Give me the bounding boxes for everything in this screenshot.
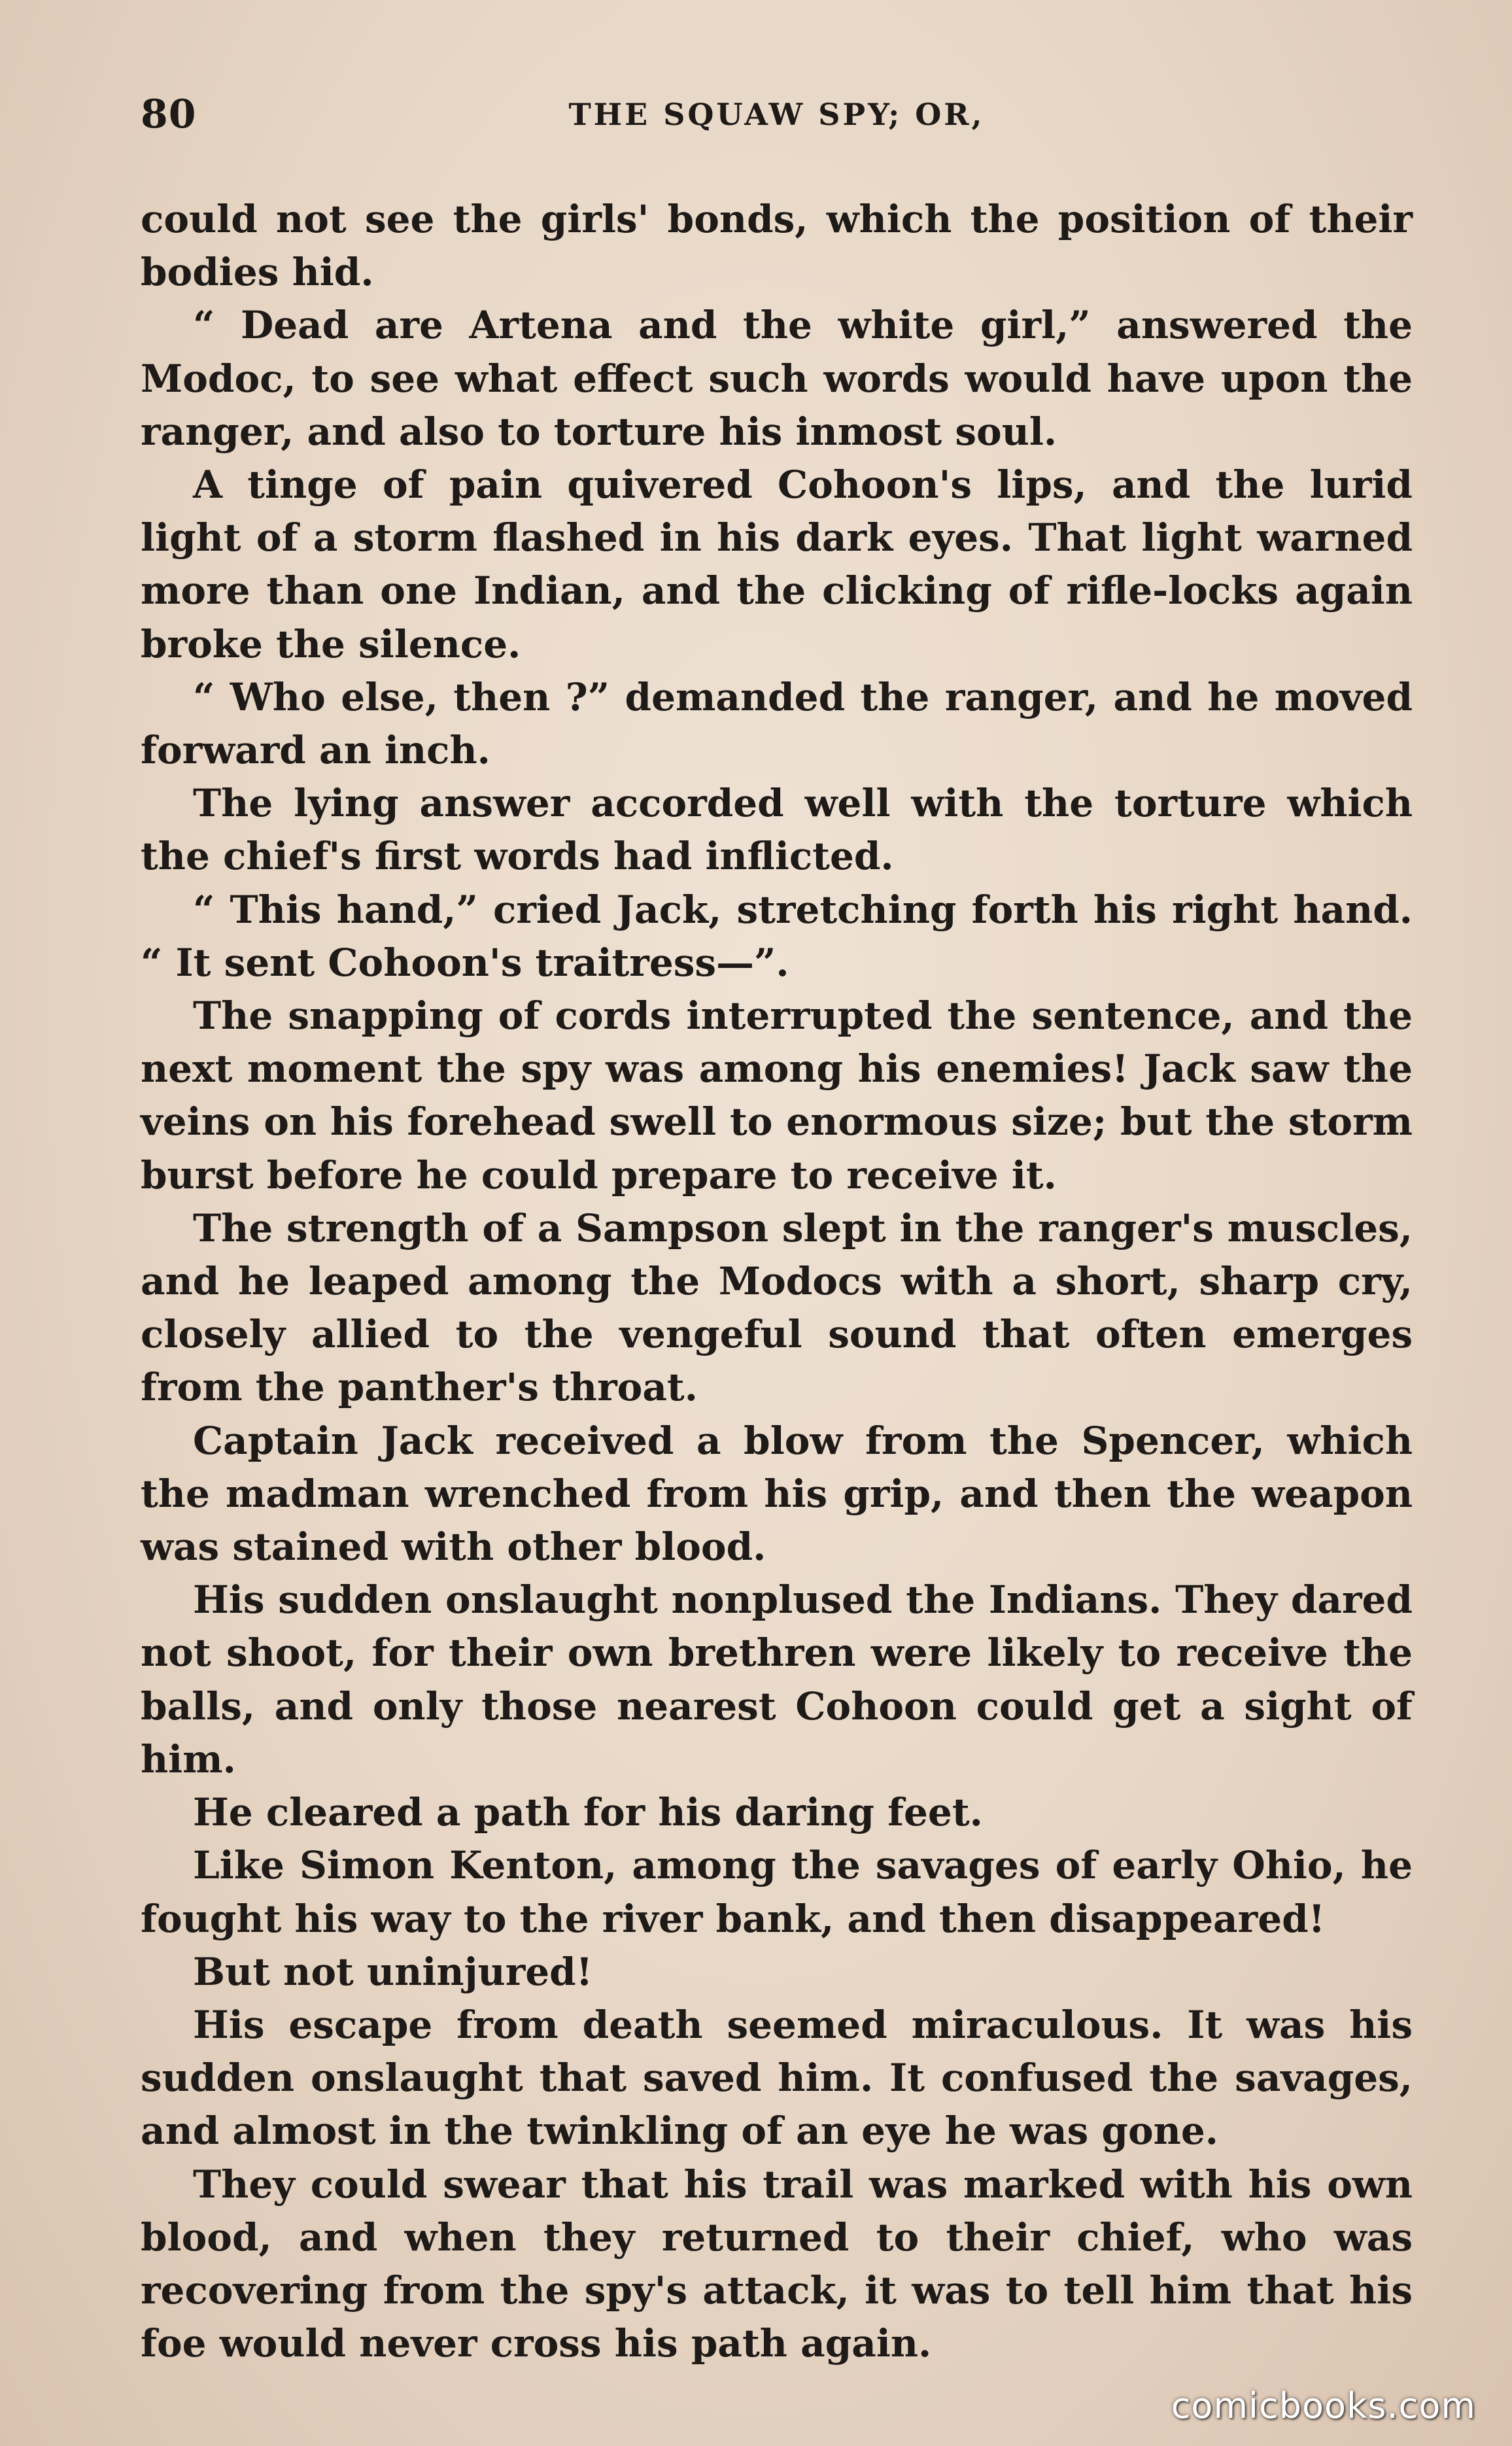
paragraph: His escape from death seemed miraculous. It was his sudden onslaught that saved him. It confused the savages, and almost in the twinkling of an eye he was gone. — [141, 2002, 1413, 2154]
paragraph: Like Simon Kenton, among the savages of early Ohio, he fought his way to the river bank, and then disappeared! — [141, 1843, 1413, 1941]
paragraph: “ Who else, then ?” demanded the ranger, and he moved forward an inch. — [141, 674, 1413, 773]
running-head: THE SQUAW SPY; OR, — [568, 97, 985, 132]
page-number: 80 — [141, 92, 197, 137]
paragraph: “ This hand,” cried Jack, stretching forth his right hand. “ It sent Cohoon's traitress—”. — [141, 887, 1413, 985]
paragraph: The snapping of cords interrupted the sentence, and the next moment the spy was among his enemies! Jack saw the veins on his forehead swell to enormous size; but the storm burst before he could prepare to receive it. — [141, 993, 1413, 1197]
watermark: comicbooks.com — [1171, 2385, 1476, 2426]
paragraph: But not uninjured! — [193, 1949, 593, 1994]
paragraph: His sudden onslaught nonplused the Indians. They dared not shoot, for their own brethren were likely to receive the balls, and only those nearest Cohoon could get a sight of him. — [141, 1577, 1413, 1782]
paragraph: They could swear that his trail was marked with his own blood, and when they returned to their chief, who was recovering from the spy's attack, it was to tell him that his foe would never cross his path again. — [141, 2162, 1413, 2366]
paragraph: A tinge of pain quivered Cohoon's lips, and the lurid light of a storm flashed in his dark eyes. That light warned more than one Indian, and the clicking of rifle-locks again broke the silence. — [141, 462, 1413, 666]
page-header — [141, 92, 1413, 144]
paragraph: The lying answer accorded well with the torture which the chief's first words had inflicted. — [141, 781, 1413, 879]
paragraph: could not see the girls' bonds, which the position of their bodies hid. — [141, 197, 1413, 295]
body-text — [141, 193, 1413, 2370]
paragraph: He cleared a path for his daring feet. — [193, 1790, 983, 1835]
paragraph: The strength of a Sampson slept in the ranger's muscles, and he leaped among the Modocs with a short, sharp cry, closely allied to the vengeful sound that often emerges from the panther's throat. — [141, 1205, 1413, 1410]
paragraph: Captain Jack received a blow from the Spencer, which the madman wrenched from his grip, and then the weapon was stained with other blood. — [141, 1418, 1413, 1570]
paragraph: “ Dead are Artena and the white girl,” answered the Modoc, to see what effect such words would have upon the ranger, and also to torture his inmost soul. — [141, 303, 1413, 454]
